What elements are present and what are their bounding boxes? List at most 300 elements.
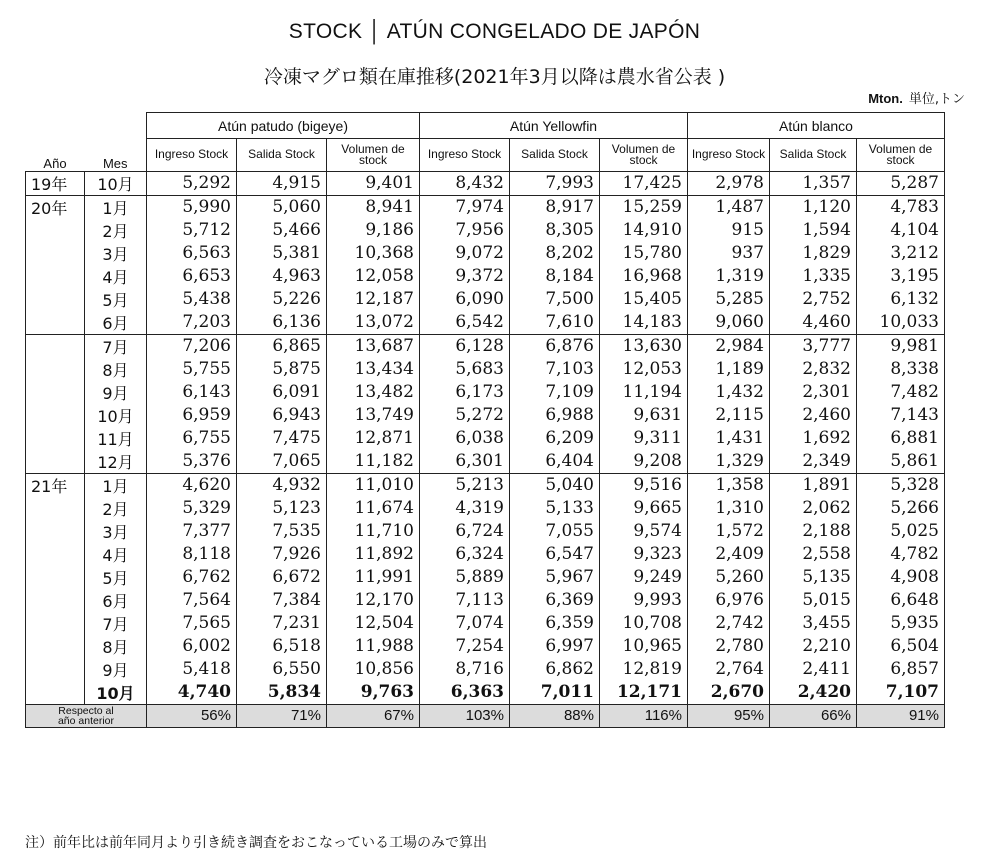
value-cell: 3,212: [857, 242, 945, 265]
value-cell: 15,780: [600, 242, 688, 265]
year-cell: 19年: [26, 171, 85, 195]
year-cell: [26, 288, 85, 311]
value-cell: 11,674: [327, 497, 420, 520]
value-cell: 6,959: [147, 404, 237, 427]
table-row: [26, 404, 945, 427]
value-cell: 6,865: [237, 334, 327, 358]
value-cell: 11,988: [327, 635, 420, 658]
value-cell: 7,113: [420, 589, 510, 612]
value-cell: 5,376: [147, 450, 237, 474]
month-cell: 5月: [85, 566, 147, 589]
value-cell: 8,184: [510, 265, 600, 288]
col-header-salida: Salida Stock: [237, 139, 327, 172]
value-cell: 3,777: [770, 334, 857, 358]
table-row: [26, 219, 945, 242]
value-cell: 11,892: [327, 543, 420, 566]
table-row: [26, 195, 945, 219]
month-cell: 10月: [85, 404, 147, 427]
value-cell: 7,535: [237, 520, 327, 543]
value-cell: 15,405: [600, 288, 688, 311]
value-cell: 17,425: [600, 171, 688, 195]
value-cell: 3,195: [857, 265, 945, 288]
value-cell: 6,038: [420, 427, 510, 450]
table-row: [26, 566, 945, 589]
value-cell: 5,266: [857, 497, 945, 520]
value-cell: 5,285: [688, 288, 770, 311]
year-cell: [26, 265, 85, 288]
value-cell: 12,170: [327, 589, 420, 612]
year-cell: 21年: [26, 473, 85, 497]
value-cell: 2,301: [770, 381, 857, 404]
value-cell: 1,432: [688, 381, 770, 404]
value-cell: 12,504: [327, 612, 420, 635]
value-cell: 6,143: [147, 381, 237, 404]
value-cell: 5,712: [147, 219, 237, 242]
value-cell: 5,438: [147, 288, 237, 311]
value-cell: 7,109: [510, 381, 600, 404]
month-cell: 6月: [85, 589, 147, 612]
value-cell: 5,381: [237, 242, 327, 265]
group-header-bigeye: Atún patudo (bigeye): [147, 113, 420, 139]
value-cell: 2,764: [688, 658, 770, 681]
value-cell: 6,209: [510, 427, 600, 450]
value-cell: 1,594: [770, 219, 857, 242]
value-cell: 10,033: [857, 311, 945, 335]
year-cell: [26, 358, 85, 381]
value-cell: 2,210: [770, 635, 857, 658]
value-cell: 5,329: [147, 497, 237, 520]
table-row: [26, 311, 945, 335]
value-cell: 6,976: [688, 589, 770, 612]
value-cell: 16,968: [600, 265, 688, 288]
year-cell: [26, 543, 85, 566]
value-cell: 5,990: [147, 195, 237, 219]
percent-cell: 71%: [237, 704, 327, 727]
month-cell: 1月: [85, 195, 147, 219]
year-cell: [26, 427, 85, 450]
value-cell: 2,349: [770, 450, 857, 474]
col-header-salida: Salida Stock: [770, 139, 857, 172]
value-cell: 1,329: [688, 450, 770, 474]
year-cell: [26, 450, 85, 474]
value-cell: 2,984: [688, 334, 770, 358]
value-cell: 6,091: [237, 381, 327, 404]
month-cell: 4月: [85, 265, 147, 288]
value-cell: 6,090: [420, 288, 510, 311]
value-cell: 5,060: [237, 195, 327, 219]
value-cell: 2,460: [770, 404, 857, 427]
value-cell: 2,670: [688, 681, 770, 705]
value-cell: 7,993: [510, 171, 600, 195]
table-row: [26, 265, 945, 288]
value-cell: 2,742: [688, 612, 770, 635]
value-cell: 5,015: [770, 589, 857, 612]
col-header-ingreso: Ingreso Stock: [688, 139, 770, 172]
value-cell: 13,072: [327, 311, 420, 335]
month-cell: 12月: [85, 450, 147, 474]
percent-cell: 88%: [510, 704, 600, 727]
value-cell: 5,466: [237, 219, 327, 242]
value-cell: 11,010: [327, 473, 420, 497]
value-cell: 6,648: [857, 589, 945, 612]
value-cell: 7,475: [237, 427, 327, 450]
table-row: [26, 288, 945, 311]
month-cell: 8月: [85, 358, 147, 381]
month-header: Mes: [102, 155, 128, 171]
col-header-ingreso: Ingreso Stock: [420, 139, 510, 172]
value-cell: 2,558: [770, 543, 857, 566]
value-cell: 6,550: [237, 658, 327, 681]
value-cell: 9,311: [600, 427, 688, 450]
value-cell: 2,409: [688, 543, 770, 566]
table-row: [26, 334, 945, 358]
value-cell: 5,040: [510, 473, 600, 497]
value-cell: 5,683: [420, 358, 510, 381]
value-cell: 1,120: [770, 195, 857, 219]
value-cell: 6,518: [237, 635, 327, 658]
value-cell: 6,724: [420, 520, 510, 543]
value-cell: 9,516: [600, 473, 688, 497]
value-cell: 7,203: [147, 311, 237, 335]
value-cell: 5,260: [688, 566, 770, 589]
stock-table: [25, 112, 945, 728]
table-row: [26, 381, 945, 404]
value-cell: 6,301: [420, 450, 510, 474]
value-cell: 7,500: [510, 288, 600, 311]
value-cell: 5,418: [147, 658, 237, 681]
value-cell: 4,620: [147, 473, 237, 497]
col-header-salida: Salida Stock: [510, 139, 600, 172]
group-header-yellowfin: Atún Yellowfin: [420, 113, 688, 139]
month-cell: 1月: [85, 473, 147, 497]
value-cell: 1,310: [688, 497, 770, 520]
value-cell: 6,547: [510, 543, 600, 566]
value-cell: 6,132: [857, 288, 945, 311]
month-cell: 3月: [85, 520, 147, 543]
value-cell: 6,359: [510, 612, 600, 635]
month-cell: 10月: [85, 681, 147, 705]
value-cell: 1,358: [688, 473, 770, 497]
year-cell: [26, 612, 85, 635]
value-cell: 7,482: [857, 381, 945, 404]
table-row: [26, 589, 945, 612]
value-cell: 2,062: [770, 497, 857, 520]
value-cell: 6,404: [510, 450, 600, 474]
value-cell: 4,783: [857, 195, 945, 219]
year-cell: [26, 681, 85, 705]
value-cell: 7,065: [237, 450, 327, 474]
value-cell: 4,932: [237, 473, 327, 497]
value-cell: 12,871: [327, 427, 420, 450]
value-cell: 9,323: [600, 543, 688, 566]
page-title: STOCK │ ATÚN CONGELADO DE JAPÓN: [288, 20, 701, 43]
value-cell: 7,926: [237, 543, 327, 566]
value-cell: 2,188: [770, 520, 857, 543]
units-en: Mton.: [868, 91, 903, 106]
value-cell: 1,431: [688, 427, 770, 450]
month-cell: 5月: [85, 288, 147, 311]
value-cell: 5,834: [237, 681, 327, 705]
value-cell: 5,226: [237, 288, 327, 311]
value-cell: 11,182: [327, 450, 420, 474]
group-header-blanco: Atún blanco: [688, 113, 945, 139]
year-cell: [26, 497, 85, 520]
value-cell: 6,862: [510, 658, 600, 681]
percent-cell: 95%: [688, 704, 770, 727]
value-cell: 7,107: [857, 681, 945, 705]
value-cell: 13,630: [600, 334, 688, 358]
value-cell: 13,482: [327, 381, 420, 404]
value-cell: 6,369: [510, 589, 600, 612]
value-cell: 4,319: [420, 497, 510, 520]
table-row: [26, 658, 945, 681]
value-cell: 5,213: [420, 473, 510, 497]
value-cell: 8,941: [327, 195, 420, 219]
value-cell: 9,072: [420, 242, 510, 265]
value-cell: 937: [688, 242, 770, 265]
value-cell: 2,115: [688, 404, 770, 427]
percent-cell: 103%: [420, 704, 510, 727]
year-cell: [26, 242, 85, 265]
value-cell: 5,292: [147, 171, 237, 195]
table-row: [26, 358, 945, 381]
value-cell: 10,856: [327, 658, 420, 681]
value-cell: 5,861: [857, 450, 945, 474]
value-cell: 6,755: [147, 427, 237, 450]
percent-cell: 56%: [147, 704, 237, 727]
value-cell: 9,981: [857, 334, 945, 358]
value-cell: 6,542: [420, 311, 510, 335]
month-cell: 4月: [85, 543, 147, 566]
year-cell: [26, 635, 85, 658]
year-cell: [26, 520, 85, 543]
year-cell: 20年: [26, 195, 85, 219]
volumen-line-1: Volumen de: [611, 141, 676, 156]
value-cell: 5,287: [857, 171, 945, 195]
summary-row: [26, 704, 945, 727]
value-cell: 6,002: [147, 635, 237, 658]
value-cell: 10,965: [600, 635, 688, 658]
value-cell: 9,208: [600, 450, 688, 474]
value-cell: 9,574: [600, 520, 688, 543]
volumen-line-1: Volumen de: [868, 141, 933, 156]
value-cell: 9,372: [420, 265, 510, 288]
value-cell: 7,103: [510, 358, 600, 381]
summary-label-line-2: año anterior: [57, 714, 115, 727]
month-cell: 7月: [85, 612, 147, 635]
value-cell: 9,665: [600, 497, 688, 520]
year-cell: [26, 404, 85, 427]
value-cell: 8,338: [857, 358, 945, 381]
value-cell: 4,963: [237, 265, 327, 288]
value-cell: 11,991: [327, 566, 420, 589]
units-label: [868, 88, 965, 107]
year-cell: [26, 311, 85, 335]
value-cell: 6,857: [857, 658, 945, 681]
value-cell: 9,763: [327, 681, 420, 705]
value-cell: 5,328: [857, 473, 945, 497]
year-cell: [26, 219, 85, 242]
value-cell: 7,377: [147, 520, 237, 543]
value-cell: 5,272: [420, 404, 510, 427]
volumen-line-2: stock: [886, 152, 915, 167]
percent-cell: 116%: [600, 704, 688, 727]
value-cell: 6,128: [420, 334, 510, 358]
value-cell: 7,974: [420, 195, 510, 219]
col-header-volumen: [600, 139, 688, 172]
value-cell: 1,692: [770, 427, 857, 450]
value-cell: 9,249: [600, 566, 688, 589]
value-cell: 13,749: [327, 404, 420, 427]
value-cell: 14,183: [600, 311, 688, 335]
value-cell: 2,411: [770, 658, 857, 681]
value-cell: 5,889: [420, 566, 510, 589]
table-row: [26, 681, 945, 705]
table-row: [26, 543, 945, 566]
month-cell: 2月: [85, 219, 147, 242]
value-cell: 6,997: [510, 635, 600, 658]
month-cell: 9月: [85, 658, 147, 681]
value-cell: 2,978: [688, 171, 770, 195]
value-cell: 4,740: [147, 681, 237, 705]
value-cell: 15,259: [600, 195, 688, 219]
table-row: [26, 427, 945, 450]
value-cell: 9,060: [688, 311, 770, 335]
value-cell: 9,631: [600, 404, 688, 427]
table-row: [26, 635, 945, 658]
col-header-volumen: [327, 139, 420, 172]
month-cell: 8月: [85, 635, 147, 658]
value-cell: 7,055: [510, 520, 600, 543]
value-cell: 1,319: [688, 265, 770, 288]
value-cell: 10,368: [327, 242, 420, 265]
value-cell: 11,194: [600, 381, 688, 404]
value-cell: 6,762: [147, 566, 237, 589]
value-cell: 13,687: [327, 334, 420, 358]
value-cell: 7,254: [420, 635, 510, 658]
value-cell: 7,564: [147, 589, 237, 612]
value-cell: 9,186: [327, 219, 420, 242]
value-cell: 2,780: [688, 635, 770, 658]
value-cell: 10,708: [600, 612, 688, 635]
value-cell: 8,202: [510, 242, 600, 265]
value-cell: 2,832: [770, 358, 857, 381]
year-cell: [26, 566, 85, 589]
value-cell: 1,189: [688, 358, 770, 381]
value-cell: 14,910: [600, 219, 688, 242]
month-cell: 2月: [85, 497, 147, 520]
value-cell: 6,173: [420, 381, 510, 404]
value-cell: 6,988: [510, 404, 600, 427]
summary-label-line-1: Respecto al: [58, 704, 114, 717]
value-cell: 1,487: [688, 195, 770, 219]
value-cell: 5,935: [857, 612, 945, 635]
value-cell: 5,967: [510, 566, 600, 589]
value-cell: 12,187: [327, 288, 420, 311]
value-cell: 8,432: [420, 171, 510, 195]
value-cell: 1,829: [770, 242, 857, 265]
value-cell: 12,819: [600, 658, 688, 681]
value-cell: 6,653: [147, 265, 237, 288]
year-cell: [26, 589, 85, 612]
volumen-line-2: stock: [358, 152, 387, 167]
volumen-line-1: Volumen de: [341, 141, 405, 156]
value-cell: 8,305: [510, 219, 600, 242]
table-row: [26, 171, 945, 195]
table-body: [26, 171, 945, 727]
value-cell: 12,053: [600, 358, 688, 381]
value-cell: 1,357: [770, 171, 857, 195]
value-cell: 6,672: [237, 566, 327, 589]
value-cell: 1,891: [770, 473, 857, 497]
year-cell: [26, 381, 85, 404]
year-cell: [26, 658, 85, 681]
table-row: [26, 497, 945, 520]
value-cell: 7,143: [857, 404, 945, 427]
percent-cell: 66%: [770, 704, 857, 727]
value-cell: 7,206: [147, 334, 237, 358]
value-cell: 2,752: [770, 288, 857, 311]
value-cell: 9,401: [327, 171, 420, 195]
value-cell: 8,118: [147, 543, 237, 566]
value-cell: 5,133: [510, 497, 600, 520]
value-cell: 7,231: [237, 612, 327, 635]
value-cell: 6,563: [147, 242, 237, 265]
year-cell: [26, 334, 85, 358]
value-cell: 4,460: [770, 311, 857, 335]
value-cell: 13,434: [327, 358, 420, 381]
value-cell: 7,384: [237, 589, 327, 612]
value-cell: 5,135: [770, 566, 857, 589]
value-cell: 7,956: [420, 219, 510, 242]
year-header: Año: [43, 155, 67, 171]
value-cell: 7,074: [420, 612, 510, 635]
month-cell: 6月: [85, 311, 147, 335]
value-cell: 6,876: [510, 334, 600, 358]
table-row: [26, 473, 945, 497]
month-cell: 3月: [85, 242, 147, 265]
value-cell: 915: [688, 219, 770, 242]
page-subtitle: 冷凍マグロ類在庫推移(2021年3月以降は農水省公表 ): [263, 66, 726, 88]
month-cell: 7月: [85, 334, 147, 358]
value-cell: 4,915: [237, 171, 327, 195]
value-cell: 9,993: [600, 589, 688, 612]
value-cell: 12,171: [600, 681, 688, 705]
col-header-volumen: [857, 139, 945, 172]
month-cell: 10月: [85, 171, 147, 195]
value-cell: 5,755: [147, 358, 237, 381]
table-row: [26, 242, 945, 265]
value-cell: 6,943: [237, 404, 327, 427]
table-row: [26, 520, 945, 543]
month-cell: 11月: [85, 427, 147, 450]
value-cell: 8,716: [420, 658, 510, 681]
value-cell: 5,025: [857, 520, 945, 543]
value-cell: 7,610: [510, 311, 600, 335]
table-row: [26, 612, 945, 635]
value-cell: 6,881: [857, 427, 945, 450]
footnote: 注）前年比は前年同月より引き続き調査をおこなっている工場のみで算出: [25, 835, 487, 851]
value-cell: 6,136: [237, 311, 327, 335]
value-cell: 7,011: [510, 681, 600, 705]
value-cell: 4,908: [857, 566, 945, 589]
value-cell: 6,324: [420, 543, 510, 566]
value-cell: 8,917: [510, 195, 600, 219]
value-cell: 6,363: [420, 681, 510, 705]
value-cell: 4,104: [857, 219, 945, 242]
value-cell: 1,335: [770, 265, 857, 288]
table-row: [26, 450, 945, 474]
